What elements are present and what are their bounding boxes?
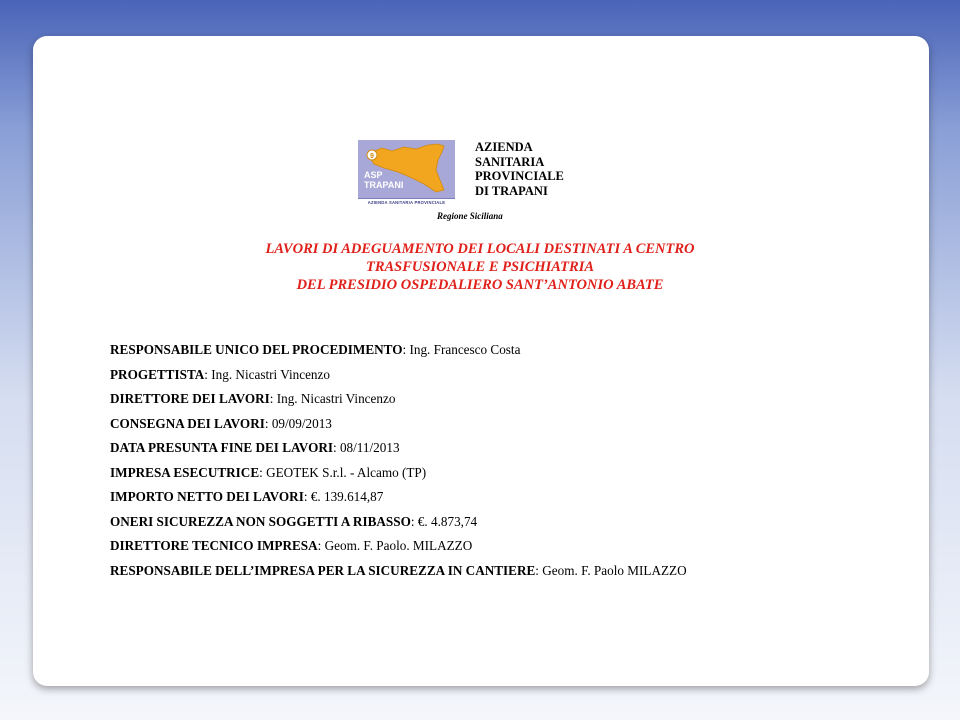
fact-row — [110, 510, 687, 535]
logo-strip-text: AZIENDA SANITARIA PROVINCIALE — [358, 198, 455, 207]
fact-value: : Ing. Nicastri Vincenzo — [204, 366, 330, 382]
fact-label: DATA PRESUNTA FINE DEI LAVORI — [110, 440, 333, 455]
fact-row — [110, 363, 687, 388]
fact-value: : 08/11/2013 — [332, 440, 400, 455]
fact-value: : Ing. Nicastri Vincenzo — [269, 391, 396, 406]
organization-name-line: SANITARIA — [475, 154, 545, 169]
fact-row — [110, 387, 687, 412]
logo-pin-number: 9 — [370, 153, 374, 160]
logo-badge-text — [364, 170, 403, 190]
fact-label: PROGETTISTA — [110, 366, 205, 382]
project-title-line: DEL PRESIDIO OSPEDALIERO SANT’ANTONIO ABATE — [296, 277, 664, 293]
fact-value: : €. 139.614,87 — [303, 489, 384, 504]
project-title-line: LAVORI DI ADEGUAMENTO DEI LOCALI DESTINATI A CENTRO — [265, 241, 695, 257]
fact-label: ONERI SICUREZZA NON SOGGETTI A RIBASSO — [110, 513, 411, 529]
fact-value: : 09/09/2013 — [264, 415, 332, 431]
organization-name — [475, 140, 564, 198]
fact-value: : Geom. F. Paolo MILAZZO — [535, 562, 687, 578]
fact-row — [110, 412, 687, 437]
logo-badge-line: TRAPANI — [364, 180, 404, 190]
asp-trapani-logo — [358, 140, 455, 207]
fact-row — [110, 485, 687, 510]
project-title-line: TRASFUSIONALE E PSICHIATRIA — [365, 259, 595, 275]
fact-row — [110, 534, 687, 559]
fact-value: : GEOTEK S.r.l. - Alcamo (TP) — [259, 464, 427, 480]
organization-name-line: AZIENDA — [475, 140, 533, 154]
fact-row — [110, 461, 687, 486]
fact-label: RESPONSABILE UNICO DEL PROCEDIMENTO — [110, 342, 403, 357]
fact-value: : Ing. Francesco Costa — [402, 342, 521, 357]
organization-name-line: PROVINCIALE — [475, 169, 564, 183]
project-facts — [110, 338, 687, 583]
fact-label: CONSEGNA DEI LAVORI — [110, 415, 265, 431]
fact-label: RESPONSABILE DELL’IMPRESA PER LA SICUREZZA IN CANTIERE — [110, 562, 536, 578]
fact-label: DIRETTORE TECNICO IMPRESA — [110, 538, 318, 553]
region-label: Regione Siciliana — [437, 211, 503, 221]
logo-badge-line: ASP — [364, 170, 383, 180]
fact-label: IMPORTO NETTO DEI LAVORI — [110, 489, 304, 504]
fact-row — [110, 559, 687, 584]
fact-row — [110, 436, 687, 461]
fact-label: IMPRESA ESECUTRICE — [110, 464, 260, 480]
project-title — [0, 240, 960, 294]
fact-value: : Geom. F. Paolo. MILAZZO — [317, 538, 473, 553]
fact-value: : €. 4.873,74 — [410, 513, 478, 529]
fact-row — [110, 338, 687, 363]
fact-label: DIRETTORE DEI LAVORI — [110, 391, 270, 406]
organization-name-line: DI TRAPANI — [475, 183, 548, 198]
